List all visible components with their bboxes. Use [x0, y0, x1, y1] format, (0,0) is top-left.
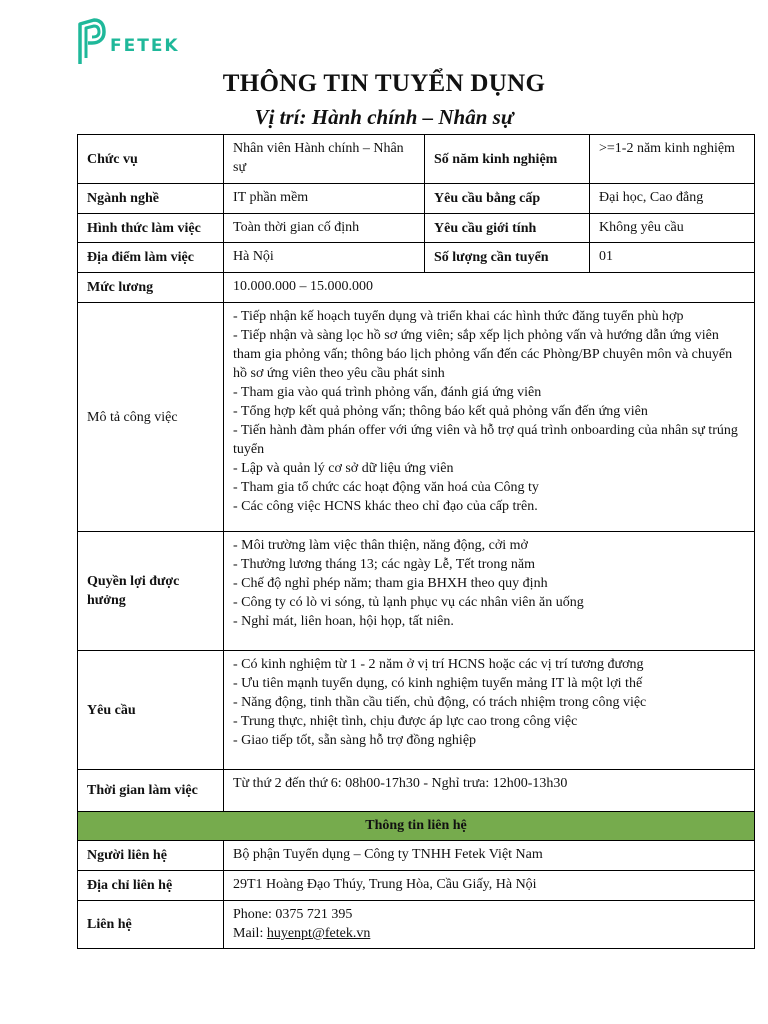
mail-prefix: Mail: [233, 926, 267, 941]
headcount-label: Số lượng cần tuyển [425, 243, 590, 273]
experience-label: Số năm kinh nghiệm [425, 135, 590, 184]
page-subtitle: Vị trí: Hành chính – Nhân sự [254, 105, 514, 129]
requirements-list [224, 651, 755, 770]
phone-text: Phone: 0375 721 395 [233, 907, 353, 922]
table-row [78, 871, 755, 901]
gender-value: Không yêu cầu [590, 214, 755, 243]
contact-details [224, 901, 755, 949]
list-item: - Tổng hợp kết quả phỏng vấn; thông báo kết quả phỏng vấn đến ứng viên [233, 404, 648, 419]
company-logo [76, 18, 180, 68]
table-row [78, 214, 755, 243]
work-type-value: Toàn thời gian cố định [224, 214, 425, 243]
table-row [78, 303, 755, 532]
description-list [224, 303, 755, 532]
table-row [78, 532, 755, 651]
position-label: Chức vụ [78, 135, 224, 184]
salary-value: 10.000.000 – 15.000.000 [224, 273, 755, 303]
worktime-value: Từ thứ 2 đến thứ 6: 08h00-17h30 - Nghỉ trưa: 12h00-13h30 [224, 770, 755, 812]
location-value: Hà Nội [224, 243, 425, 273]
table-row [78, 770, 755, 812]
list-item: - Các công việc HCNS khác theo chỉ đạo của cấp trên. [233, 499, 538, 514]
table-row [78, 651, 755, 770]
list-item: - Công ty có lò vi sóng, tủ lạnh phục vụ các nhân viên ăn uống [233, 595, 584, 610]
list-item: - Giao tiếp tốt, sẵn sàng hỗ trợ đồng nghiệp [233, 733, 477, 748]
requirements-label: Yêu cầu [78, 651, 224, 770]
list-item: - Trung thực, nhiệt tình, chịu được áp lực cao trong công việc [233, 714, 578, 729]
work-type-label: Hình thức làm việc [78, 214, 224, 243]
description-label: Mô tả công việc [78, 303, 224, 532]
benefits-label: Quyền lợi được hưởng [78, 532, 224, 651]
worktime-label: Thời gian làm việc [78, 770, 224, 812]
list-item: - Tham gia tổ chức các hoạt động văn hoá của Công ty [233, 480, 539, 495]
list-item: - Có kinh nghiệm từ 1 - 2 năm ở vị trí HCNS hoặc các vị trí tương đương [233, 657, 644, 672]
table-row [78, 273, 755, 303]
table-row [78, 135, 755, 184]
contact-address-value: 29T1 Hoàng Đạo Thúy, Trung Hòa, Cầu Giấy, Hà Nội [224, 871, 755, 901]
list-item: - Tham gia vào quá trình phỏng vấn, đánh giá ứng viên [233, 385, 542, 400]
mail-line [233, 924, 745, 943]
contact-address-label: Địa chỉ liên hệ [78, 871, 224, 901]
degree-label: Yêu cầu bằng cấp [425, 184, 590, 214]
list-item: - Chế độ nghỉ phép năm; tham gia BHXH theo quy định [233, 576, 548, 591]
contact-section-header: Thông tin liên hệ [78, 812, 755, 841]
location-label: Địa điểm làm việc [78, 243, 224, 273]
fetek-logo-icon [76, 18, 106, 68]
page-title: THÔNG TIN TUYỂN DỤNG [222, 70, 546, 97]
list-item: - Ưu tiên mạnh tuyển dụng, có kinh nghiệm tuyển mảng IT là một lợi thế [233, 676, 643, 691]
list-item: - Năng động, tinh thần cầu tiến, chủ động, có trách nhiệm trong công việc [233, 695, 647, 710]
list-item: - Lập và quản lý cơ sở dữ liệu ứng viên [233, 461, 454, 476]
experience-value: >=1-2 năm kinh nghiệm [590, 135, 755, 184]
table-row [78, 184, 755, 214]
list-item: - Tiến hành đàm phán offer với ứng viên và hỗ trợ quá trình onboarding của nhân sự trúng tuyển [233, 423, 738, 457]
benefits-list [224, 532, 755, 651]
industry-value: IT phần mềm [224, 184, 425, 214]
table-row [78, 812, 755, 841]
job-table [77, 134, 755, 949]
list-item: - Môi trường làm việc thân thiện, năng động, cởi mở [233, 538, 528, 553]
table-row [78, 901, 755, 949]
contact-person-value: Bộ phận Tuyển dụng – Công ty TNHH Fetek Việt Nam [224, 841, 755, 871]
list-item: - Thưởng lương tháng 13; các ngày Lễ, Tết trong năm [233, 557, 536, 572]
email-link[interactable]: huyenpt@fetek.vn [266, 926, 371, 941]
gender-label: Yêu cầu giới tính [425, 214, 590, 243]
industry-label: Ngành nghề [78, 184, 224, 214]
position-value: Nhân viên Hành chính – Nhân sự [224, 135, 425, 184]
contact-label: Liên hệ [78, 901, 224, 949]
salary-label: Mức lương [78, 273, 224, 303]
table-row [78, 841, 755, 871]
list-item: - Tiếp nhận kế hoạch tuyển dụng và triển khai các hình thức đăng tuyển phù hợp [233, 309, 684, 324]
list-item: - Nghỉ mát, liên hoan, hội họp, tất niên. [233, 614, 454, 629]
table-row [78, 243, 755, 273]
logo-text: FETEK [110, 36, 180, 56]
degree-value: Đại học, Cao đẳng [590, 184, 755, 214]
contact-person-label: Người liên hệ [78, 841, 224, 871]
list-item: - Tiếp nhận và sàng lọc hồ sơ ứng viên; sắp xếp lịch phỏng vấn và hướng dẫn ứng viên tham gia phỏng vấn; thông báo lịch phỏng vấn đến các Phòng/BP chuyên môn và chuyển hồ sơ ứng viên theo yêu cầu phát sinh [233, 328, 733, 381]
headcount-value: 01 [590, 243, 755, 273]
